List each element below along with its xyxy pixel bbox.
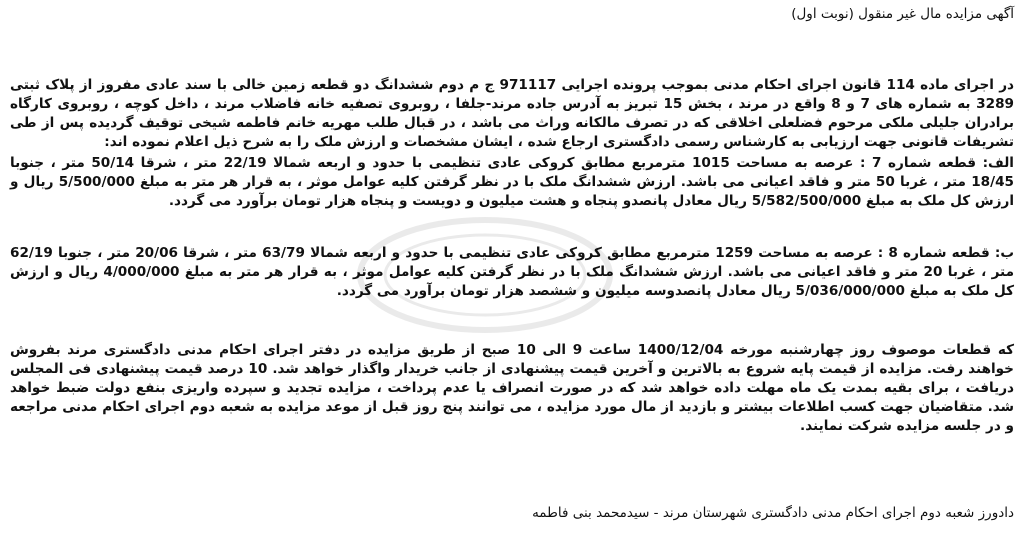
intro-paragraph: در اجرای ماده 114 قانون اجرای احکام مدنی بموجب پرونده اجرایی 971117 ج م دوم ششدانگ دو قطعه زمین خالی با سند عادی مفروز از پلاک ثبتی 3289 به شماره های 7 و 8 واقع در مرند ، بخش 15 تبریز به آدرس جاده مرند-جلفا ، روبروی تصفیه خانه فاضلاب مرند ، داخل کوچه ، روبروی کارگاه برادران جلیلی ملکی مرحوم فضلعلی اخلاقی که در تصرف مالکانه وراث می باشد ، در قبال طلب مهریه خانم فاطمه شیخی توقیف گردیده پس از طی تشریفات قانونی جهت ارزیابی به کارشناس رسمی دادگستری ارجاع شده ، ایشان مشخصات و ارزش ملک را به شرح ذیل اعلام نموده اند:	[10, 77, 1014, 150]
lot-8-paragraph: ب: قطعه شماره 8 : عرصه به مساحت 1259 مترمربع مطابق کروکی عادی تنظیمی با حدود و اربعه شمالا 63/79 متر ، شرقا 20/06 متر ، جنوبا 62/19 متر ، غربا 20 متر و فاقد اعیانی می باشد. ارزش ششدانگ ملک با در نظر گرفتن کلیه عوامل موثر ، به قرار هر متر به مبلغ 4/000/000 ریال و ارزش کل ملک به مبلغ 5/036/000/000 ریال معادل پانصدوسه میلیون و ششصد هزار تومان برآورد می گردد.	[10, 245, 1014, 299]
auction-terms-paragraph: که قطعات موصوف روز چهارشنبه مورخه 1400/12/04 ساعت 9 الی 10 صبح از طریق مزایده در دفتر اجرای احکام مدنی دادگستری مرند بفروش خواهند رفت. مزایده از قیمت پایه شروع به بالاترین و آخرین قیمت پیشنهادی از جانب خریدار واگذار خواهد شد. 10 درصد قیمت پیشنهادی فی المجلس دریافت ، برای بقیه بمدت یک ماه مهلت داده خواهد شد که در صورت انصراف یا عدم پرداخت ، مزایده تجدید و سپرده واریزی بنفع دولت ضبط خواهد شد. متقاضیان جهت کسب اطلاعات بیشتر و بازدید از مال مورد مزایده ، می توانند پنج روز قبل از موعد مزایده به شعبه دوم اجرای احکام مدنی مراجعه و در جلسه مزایده شرکت نمایند.	[10, 342, 1015, 434]
signature-line: دادورز شعبه دوم اجرای احکام مدنی دادگستری شهرستان مرند - سیدمحمد بنی فاطمه	[532, 505, 1014, 521]
lot-7-paragraph: الف: قطعه شماره 7 : عرصه به مساحت 1015 مترمربع مطابق کروکی عادی تنظیمی با حدود و اربعه شمالا 22/19 متر ، شرقا 50/14 متر ، جنوبا 18/45 متر ، غربا 50 متر و فاقد اعیانی می باشد. ارزش ششدانگ ملک با در نظر گرفتن کلیه عوامل موثر ، به قرار هر متر به مبلغ 5/500/000 ریال و ارزش کل ملک به مبلغ 5/582/500/000 ریال معادل پانصدو پنجاه و هشت میلیون و دویست و پنجاه هزار تومان برآورد می گردد.	[10, 155, 1014, 209]
notice-title: آگهی مزایده مال غیر منقول (نوبت اول)	[791, 6, 1014, 22]
